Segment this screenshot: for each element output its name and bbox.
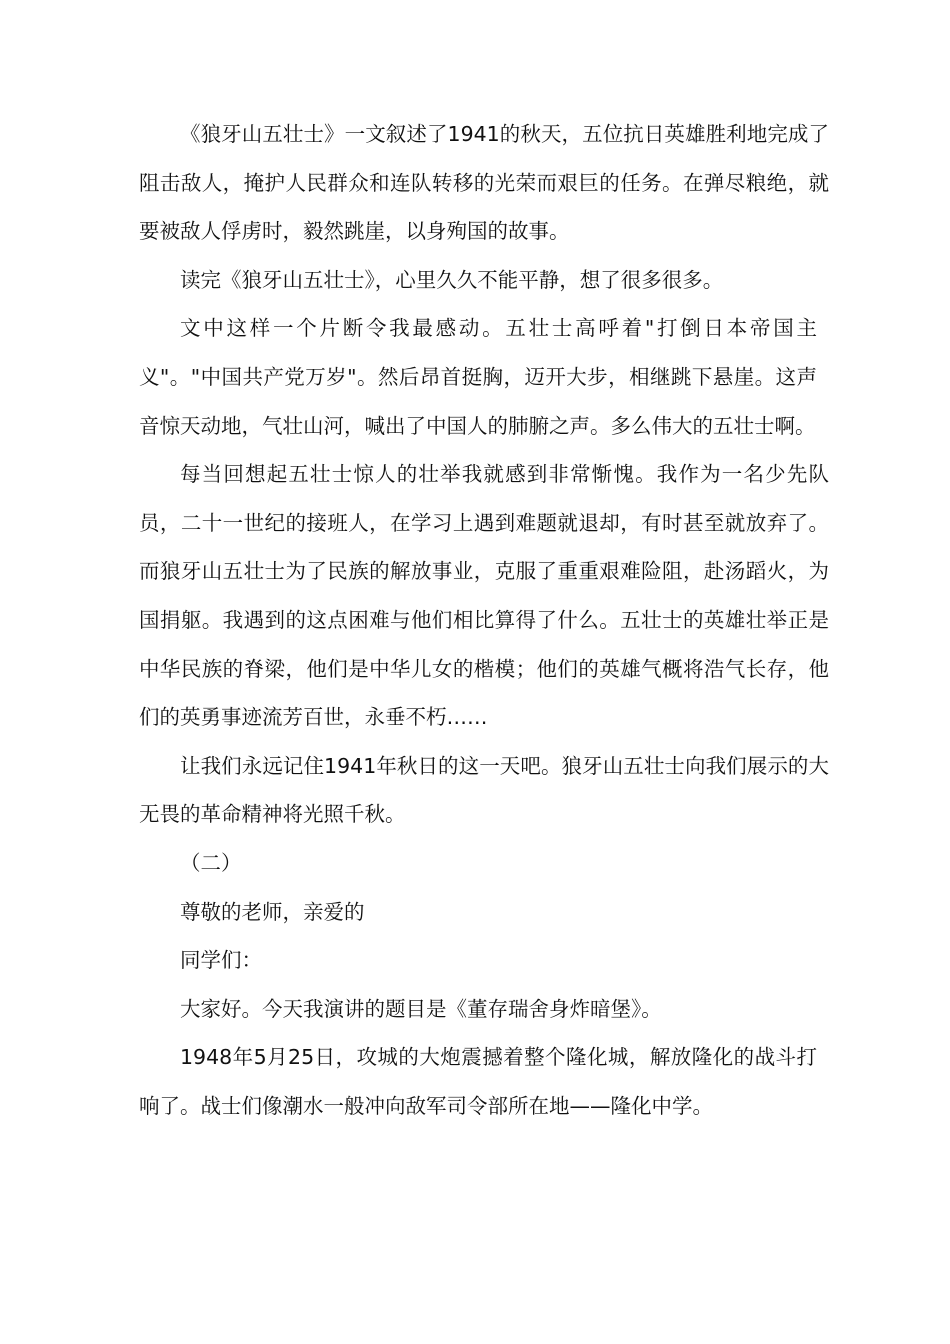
document-body: [139, 110, 829, 1130]
salutation-line-2: 同学们：: [180, 948, 262, 973]
paragraph-3: 文中这样一个片断令我最感动。五壮士高呼着"打倒日本帝国主义"。"中国共产党万岁"。然后昂首挺胸，迈开大步，相继跳下悬崖。这声音惊天动地，气壮山河，喊出了中国人的肺腑之声。多么伟大的五壮士啊。: [139, 316, 817, 438]
paragraph-2: 读完《狼牙山五壮士》，心里久久不能平静，想了很多很多。: [180, 267, 724, 292]
paragraph-1: 《狼牙山五壮士》一文叙述了1941的秋天，五位抗日英雄胜利地完成了阻击敌人，掩护人民群众和连队转移的光荣而艰巨的任务。在弹尽粮绝，就要被敌人俘虏时，毅然跳崖，以身殉国的故事。: [139, 122, 829, 244]
paragraph-speech-start: 1948年5月25日，攻城的大炮震撼着整个隆化城，解放隆化的战斗打响了。战士们像潮水一般冲向敌军司令部所在地——隆化中学。: [139, 1045, 817, 1118]
paragraph-5: 让我们永远记住1941年秋日的这一天吧。狼牙山五壮士向我们展示的大无畏的革命精神将光照千秋。: [139, 753, 829, 827]
salutation-line-1: 尊敬的老师，亲爱的: [180, 899, 365, 924]
paragraph-greeting: 大家好。今天我演讲的题目是《董存瑞舍身炸暗堡》。: [180, 996, 662, 1021]
paragraph-4: 每当回想起五壮士惊人的壮举我就感到非常惭愧。我作为一名少先队员，二十一世纪的接班人，在学习上遇到难题就退却，有时甚至就放弃了。而狼牙山五壮士为了民族的解放事业，克服了重重艰难险阻，赴汤蹈火，为国捐躯。我遇到的这点困难与他们相比算得了什么。五壮士的英雄壮举正是中华民族的脊梁，他们是中华儿女的楷模；他们的英雄气概将浩气长存，他们的英勇事迹流芳百世，永垂不朽……: [139, 462, 829, 730]
section-heading: （二）: [180, 850, 242, 875]
